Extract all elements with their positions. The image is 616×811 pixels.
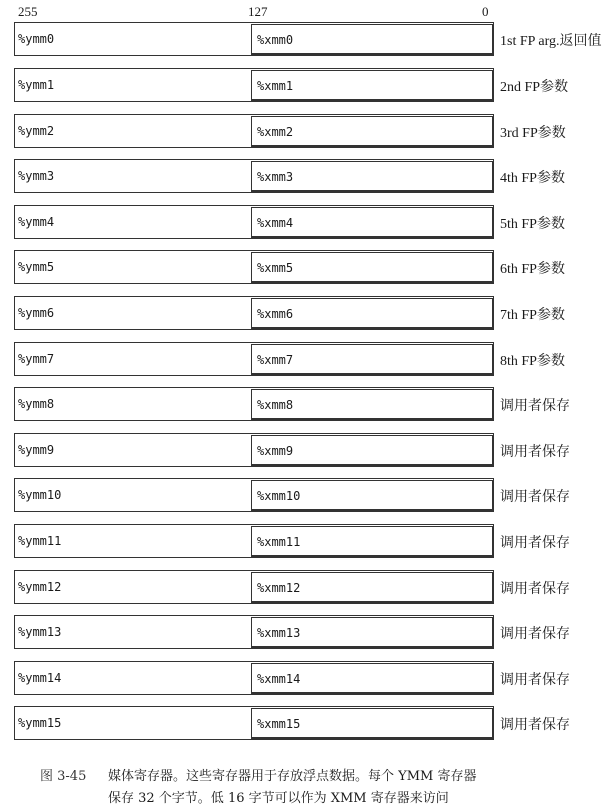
register-role-label: 调用者保存 (500, 445, 570, 460)
xmm-register-box (251, 572, 494, 603)
ymm-register-box (14, 342, 494, 376)
ymm-register-label: %ymm7 (18, 352, 55, 366)
xmm-register-box (251, 480, 494, 511)
ymm-register-label: %ymm13 (18, 625, 62, 639)
register-row (14, 342, 616, 376)
register-row (14, 68, 616, 102)
register-role-label: 2nd FP参数 (500, 80, 569, 95)
xmm-register-label: %xmm5 (257, 261, 294, 275)
xmm-register-box (251, 389, 494, 420)
ymm-register-label: %ymm14 (18, 671, 62, 685)
xmm-register-label: %xmm9 (257, 444, 294, 458)
register-row (14, 205, 616, 239)
ymm-register-box (14, 524, 494, 558)
register-row (14, 615, 616, 649)
xmm-register-label: %xmm12 (257, 581, 301, 595)
xmm-register-box (251, 161, 494, 192)
register-role-label: 调用者保存 (500, 490, 570, 505)
register-row (14, 706, 616, 740)
register-role-label: 调用者保存 (500, 673, 570, 688)
xmm-register-label: %xmm13 (257, 626, 301, 640)
xmm-register-box (251, 617, 494, 648)
ymm-register-label: %ymm11 (18, 534, 62, 548)
register-row (14, 661, 616, 695)
ymm-register-box (14, 706, 494, 740)
ymm-register-box (14, 205, 494, 239)
ymm-register-box (14, 250, 494, 284)
register-row (14, 524, 616, 558)
xmm-register-box (251, 663, 494, 694)
register-role-label: 1st FP arg.返回值 (500, 34, 602, 49)
register-role-label: 调用者保存 (500, 399, 570, 414)
register-row (14, 433, 616, 467)
register-role-label: 调用者保存 (500, 718, 570, 733)
xmm-register-box (251, 252, 494, 283)
register-row (14, 250, 616, 284)
ymm-register-label: %ymm12 (18, 580, 62, 594)
ymm-register-box (14, 433, 494, 467)
xmm-register-box (251, 435, 494, 466)
xmm-register-label: %xmm8 (257, 398, 294, 412)
register-row (14, 387, 616, 421)
xmm-register-label: %xmm11 (257, 535, 301, 549)
xmm-register-box (251, 298, 494, 329)
register-role-label: 7th FP参数 (500, 308, 565, 323)
xmm-register-box (251, 70, 494, 101)
register-row (14, 114, 616, 148)
xmm-register-label: %xmm1 (257, 79, 294, 93)
xmm-register-label: %xmm10 (257, 489, 301, 503)
register-role-label: 5th FP参数 (500, 217, 565, 232)
ymm-register-label: %ymm1 (18, 78, 55, 92)
register-role-label: 调用者保存 (500, 582, 570, 597)
xmm-register-box (251, 207, 494, 238)
register-role-label: 8th FP参数 (500, 354, 565, 369)
xmm-register-box (251, 24, 494, 55)
xmm-register-label: %xmm14 (257, 672, 301, 686)
xmm-register-label: %xmm15 (257, 717, 301, 731)
register-row (14, 159, 616, 193)
ymm-register-box (14, 68, 494, 102)
bit-label-0: 0 (482, 4, 489, 19)
ymm-register-label: %ymm5 (18, 260, 55, 274)
ymm-register-box (14, 22, 494, 56)
ymm-register-label: %ymm6 (18, 306, 55, 320)
xmm-register-label: %xmm0 (257, 33, 294, 47)
ymm-register-box (14, 114, 494, 148)
ymm-register-label: %ymm10 (18, 488, 62, 502)
register-row (14, 296, 616, 330)
xmm-register-box (251, 526, 494, 557)
ymm-register-box (14, 570, 494, 604)
ymm-register-label: %ymm9 (18, 443, 55, 457)
ymm-register-label: %ymm15 (18, 716, 62, 730)
ymm-register-box (14, 159, 494, 193)
xmm-register-label: %xmm3 (257, 170, 294, 184)
xmm-register-box (251, 344, 494, 375)
bit-label-127: 127 (248, 4, 268, 19)
xmm-register-label: %xmm2 (257, 125, 294, 139)
ymm-register-box (14, 661, 494, 695)
ymm-register-box (14, 387, 494, 421)
caption-text-line1: 媒体寄存器。这些寄存器用于存放浮点数据。每个 YMM 寄存器 (108, 769, 477, 784)
ymm-register-label: %ymm3 (18, 169, 55, 183)
ymm-register-box (14, 478, 494, 512)
xmm-register-box (251, 116, 494, 147)
register-role-label: 调用者保存 (500, 627, 570, 642)
register-row (14, 478, 616, 512)
bit-label-255: 255 (18, 4, 38, 19)
register-row (14, 570, 616, 604)
ymm-register-label: %ymm2 (18, 124, 55, 138)
xmm-register-label: %xmm6 (257, 307, 294, 321)
register-role-label: 调用者保存 (500, 536, 570, 551)
register-role-label: 6th FP参数 (500, 262, 565, 277)
ymm-register-box (14, 296, 494, 330)
register-row (14, 22, 616, 56)
ymm-register-box (14, 615, 494, 649)
register-role-label: 4th FP参数 (500, 171, 565, 186)
ymm-register-label: %ymm4 (18, 215, 55, 229)
register-role-label: 3rd FP参数 (500, 126, 566, 141)
ymm-register-label: %ymm0 (18, 32, 55, 46)
ymm-register-label: %ymm8 (18, 397, 55, 411)
caption-text-line2: 保存 32 个字节。低 16 字节可以作为 XMM 寄存器来访问 (108, 791, 449, 806)
xmm-register-label: %xmm7 (257, 353, 294, 367)
bit-scale (0, 2, 616, 20)
xmm-register-label: %xmm4 (257, 216, 294, 230)
caption-number: 图 3-45 (40, 769, 87, 784)
xmm-register-box (251, 708, 494, 739)
